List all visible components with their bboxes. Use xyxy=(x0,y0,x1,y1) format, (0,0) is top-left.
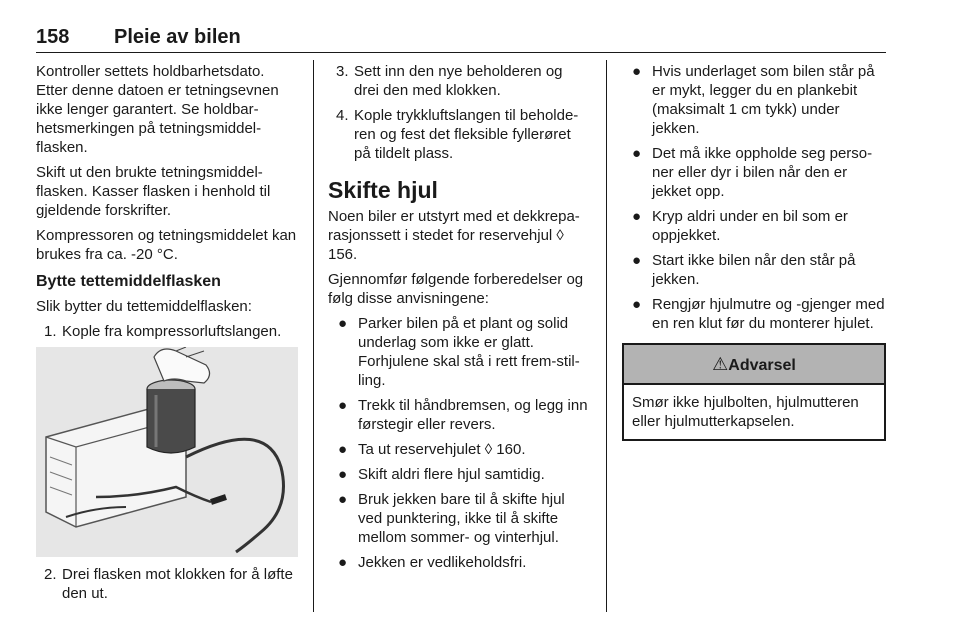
list-item xyxy=(622,62,886,138)
bullet-icon: ● xyxy=(338,441,348,458)
page-number: 158 xyxy=(36,26,70,48)
paragraph: Kontroller settets holdbarhetsdato. Etter denne datoen er tetningsevnen ikke lenger garantert. Se holdbar-hetsmerkingen på tetningsmiddel-flasken. xyxy=(36,63,279,156)
bullet-icon: ● xyxy=(338,315,348,332)
list-item-text: Start ikke bilen når den står på jekken. xyxy=(652,252,856,288)
paragraph: Slik bytter du tettemiddelflasken: xyxy=(36,298,252,315)
column-divider xyxy=(313,60,314,612)
list-item xyxy=(622,295,886,333)
step-number: 1. xyxy=(44,323,57,340)
list-item xyxy=(328,490,590,547)
paragraph: Noen biler er utstyrt med et dekkrepa-rasjonssett i stedet for reservehjul ◊ 156. xyxy=(328,208,580,263)
list-item-text: Det må ikke oppholde seg perso-ner eller dyr i bilen når den er jekket opp. xyxy=(652,145,873,200)
list-item xyxy=(328,440,590,459)
list-item xyxy=(622,251,886,289)
step-number: 3. xyxy=(336,63,349,80)
paragraph: Kompressoren og tetningsmiddelet kan brukes fra ca. -20 °C. xyxy=(36,227,297,263)
list-item xyxy=(328,553,590,572)
list-item xyxy=(328,465,590,484)
list-item-text: Parker bilen på et plant og solid underlag som ikke er glatt. Forhjulene skal stå i rett frem-stil-ling. xyxy=(358,315,580,389)
step-item xyxy=(328,62,590,100)
column-3 xyxy=(622,62,886,441)
bullet-icon: ● xyxy=(632,208,642,225)
warning-text: Smør ikke hjulbolten, hjulmutteren eller hjulmutterkapselen. xyxy=(632,394,859,430)
bullet-icon: ● xyxy=(338,491,348,508)
step-item xyxy=(36,565,298,603)
warning-title: Advarsel xyxy=(728,357,796,374)
step-text: Kople fra kompressorluftslangen. xyxy=(62,323,282,340)
list-item-text: Ta ut reservehjulet ◊ 160. xyxy=(358,441,526,458)
bullet-icon: ● xyxy=(632,63,642,80)
list-item-text: Bruk jekken bare til å skifte hjul ved punktering, ikke til å skifte mellom sommer- og vinterhjul. xyxy=(358,491,565,546)
bullet-icon: ● xyxy=(632,145,642,162)
column-2 xyxy=(328,62,590,578)
compressor-bottle-drawing xyxy=(36,347,298,557)
list-item-text: Rengjør hjulmutre og -gjenger med en ren klut før du monterer hjulet. xyxy=(652,296,885,332)
compressor-illustration xyxy=(36,347,298,557)
step-text: Kople trykkluftslangen til beholde-ren og fest det fleksible fyllerøret på tildelt plass. xyxy=(354,107,579,162)
column-divider xyxy=(606,60,607,612)
step-number: 4. xyxy=(336,107,349,124)
list-item xyxy=(328,396,590,434)
chapter-title: Pleie av bilen xyxy=(114,26,241,48)
warning-header xyxy=(624,345,884,385)
bullet-icon: ● xyxy=(632,296,642,313)
list-item-text: Hvis underlaget som bilen står på er mykt, legger du en plankebit (maksimalt 1 cm tykk) under jekken. xyxy=(652,63,875,137)
list-item xyxy=(622,144,886,201)
warning-triangle-icon: ⚠ xyxy=(712,354,729,374)
step-text: Drei flasken mot klokken for å løfte den ut. xyxy=(62,566,293,602)
step-item xyxy=(328,106,590,163)
step-text: Sett inn den nye beholderen og drei den med klokken. xyxy=(354,63,563,99)
list-item-text: Kryp aldri under en bil som er oppjekket. xyxy=(652,208,848,244)
step-item xyxy=(36,322,298,341)
page-header xyxy=(36,26,886,53)
list-item xyxy=(622,207,886,245)
list-item xyxy=(328,314,590,390)
list-item-text: Skift aldri flere hjul samtidig. xyxy=(358,466,545,483)
list-item-text: Trekk til håndbremsen, og legg inn førstegir eller revers. xyxy=(358,397,588,433)
list-item-text: Jekken er vedlikeholdsfri. xyxy=(358,554,527,571)
bullet-icon: ● xyxy=(338,397,348,414)
bullet-icon: ● xyxy=(632,252,642,269)
section-heading: Bytte tettemiddelflasken xyxy=(36,273,221,290)
bullet-icon: ● xyxy=(338,554,348,571)
step-number: 2. xyxy=(44,566,57,583)
section-heading: Skifte hjul xyxy=(328,177,438,203)
paragraph: Gjennomfør følgende forberedelser og følg disse anvisningene: xyxy=(328,271,584,307)
column-1 xyxy=(36,62,298,609)
warning-box xyxy=(622,343,886,441)
bullet-icon: ● xyxy=(338,466,348,483)
paragraph: Skift ut den brukte tetningsmiddel-flasken. Kasser flasken i henhold til gjeldende forskrifter. xyxy=(36,164,271,219)
